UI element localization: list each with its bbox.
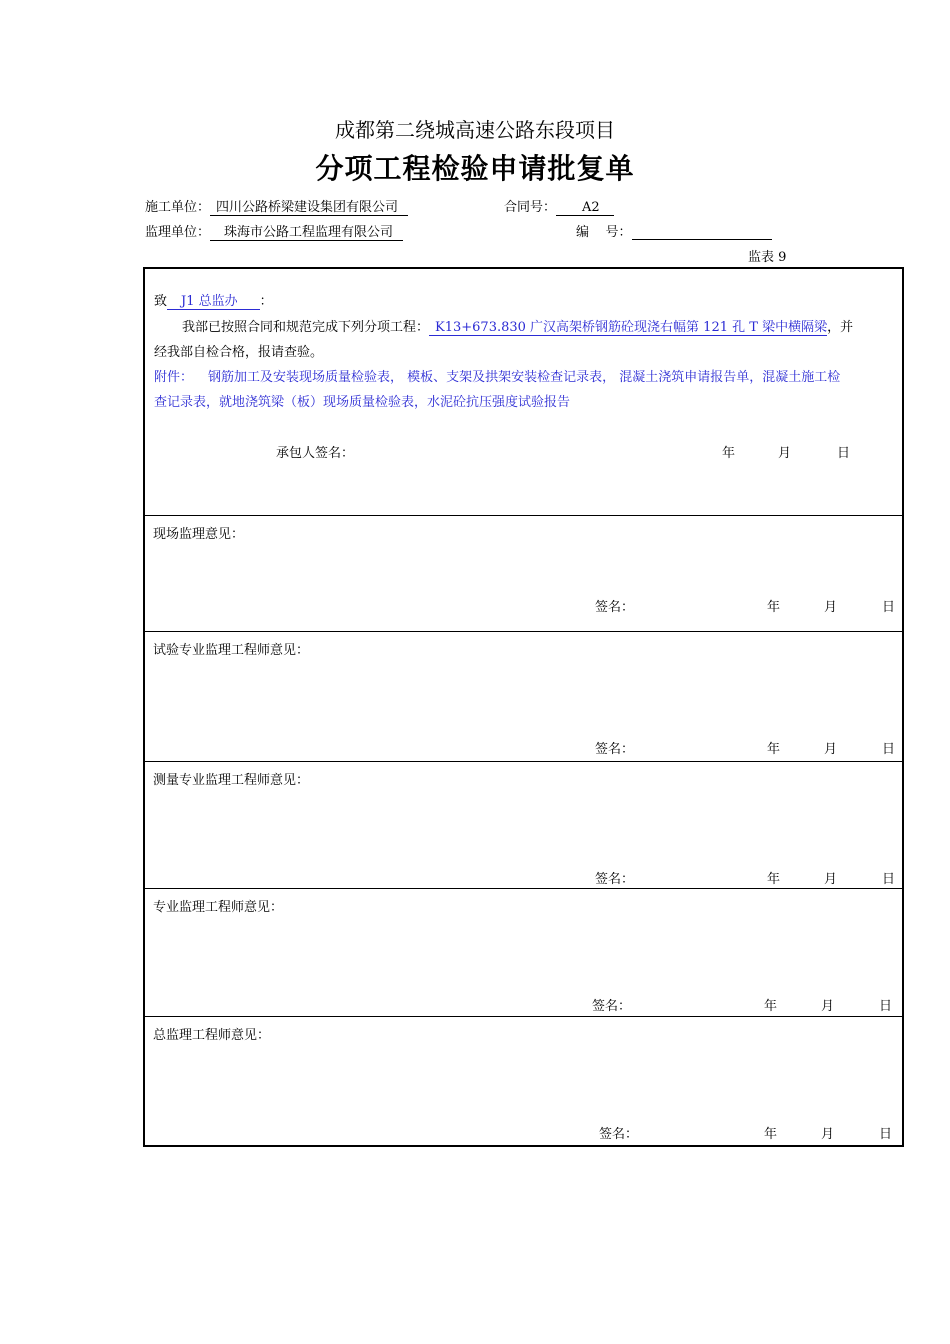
- line1-suffix: ，并: [827, 320, 854, 335]
- attachment-line2: 查记录表，就地浇筑梁（板）现场质量检验表，水泥砼抗压强度试验报告: [154, 395, 571, 410]
- line1-prefix: 我部已按照合同和规范完成下列分项工程：: [182, 320, 430, 335]
- contract-no-row: [504, 196, 614, 216]
- chief-engineer-section: [145, 1016, 902, 1146]
- site-supervisor-label: 现场监理意见：: [153, 527, 245, 542]
- serial-value-blank: [632, 225, 772, 240]
- specialist-engineer-label: 专业监理工程师意见：: [153, 900, 284, 915]
- contract-no-label: 合同号：: [504, 200, 557, 215]
- application-month: 月: [778, 446, 792, 461]
- chief-engineer-label: 总监理工程师意见：: [153, 1028, 271, 1043]
- site-supervisor-day: 日: [882, 600, 896, 615]
- contractor-label: 施工单位：: [145, 200, 211, 215]
- survey-engineer-month: 月: [824, 872, 838, 887]
- contract-no-value: A2: [556, 200, 614, 216]
- supervisor-value: 珠海市公路工程监理有限公司: [210, 225, 403, 241]
- application-line2: 经我部自检合格，报请查验。: [154, 345, 324, 360]
- site-supervisor-section: [145, 515, 902, 632]
- test-engineer-section: [145, 631, 902, 762]
- site-supervisor-sign-label: 签名：: [595, 600, 635, 615]
- survey-engineer-year: 年: [767, 872, 781, 887]
- test-engineer-label: 试验专业监理工程师意见：: [153, 643, 310, 658]
- survey-engineer-day: 日: [882, 872, 896, 887]
- form-code: 监表 9: [748, 250, 787, 265]
- attachment-text-1: 钢筋加工及安装现场质量检验表， 模板、支架及拱架安装检查记录表， 混凝土浇筑申请报告单，混凝土施工检: [208, 370, 841, 385]
- serial-row: [576, 221, 772, 240]
- site-supervisor-month: 月: [824, 600, 838, 615]
- chief-engineer-month: 月: [821, 1127, 835, 1142]
- test-engineer-day: 日: [882, 742, 896, 757]
- to-label: 致: [154, 294, 168, 309]
- serial-label: 编 号：: [576, 225, 632, 240]
- contractor-value: 四川公路桥梁建设集团有限公司: [210, 200, 408, 216]
- application-day: 日: [837, 446, 851, 461]
- supervisor-row: [145, 221, 403, 241]
- application-line1: [182, 316, 853, 335]
- chief-engineer-year: 年: [764, 1127, 778, 1142]
- addressee-line: [154, 290, 273, 310]
- project-name: K13+673.830 广汉高架桥钢筋砼现浇右幅第 121 孔 T 梁中横隔梁: [429, 320, 827, 336]
- chief-engineer-day: 日: [879, 1127, 893, 1142]
- application-year: 年: [722, 446, 736, 461]
- specialist-engineer-month: 月: [821, 999, 835, 1014]
- application-section: [145, 269, 902, 515]
- specialist-engineer-year: 年: [764, 999, 778, 1014]
- specialist-engineer-section: [145, 888, 902, 1017]
- chief-engineer-sign-label: 签名：: [599, 1127, 639, 1142]
- test-engineer-sign-label: 签名：: [595, 742, 635, 757]
- contractor-signature-label: 承包人签名：: [276, 446, 355, 461]
- site-supervisor-year: 年: [767, 600, 781, 615]
- survey-engineer-label: 测量专业监理工程师意见：: [153, 773, 310, 788]
- form-frame: [143, 267, 904, 1147]
- survey-engineer-section: [145, 761, 902, 889]
- supervisor-label: 监理单位：: [145, 225, 211, 240]
- attachment-label: 附件：: [154, 370, 194, 385]
- test-engineer-month: 月: [824, 742, 838, 757]
- test-engineer-year: 年: [767, 742, 781, 757]
- form-title: 分项工程检验申请批复单: [315, 152, 635, 185]
- attachment-line1: [154, 366, 840, 385]
- addressee-value: J1 总监办: [167, 294, 260, 310]
- specialist-engineer-day: 日: [879, 999, 893, 1014]
- contractor-row: [145, 196, 408, 216]
- to-suffix: ：: [259, 294, 273, 309]
- survey-engineer-sign-label: 签名：: [595, 872, 635, 887]
- project-subtitle: 成都第二绕城高速公路东段项目: [335, 118, 615, 142]
- specialist-engineer-sign-label: 签名：: [592, 999, 632, 1014]
